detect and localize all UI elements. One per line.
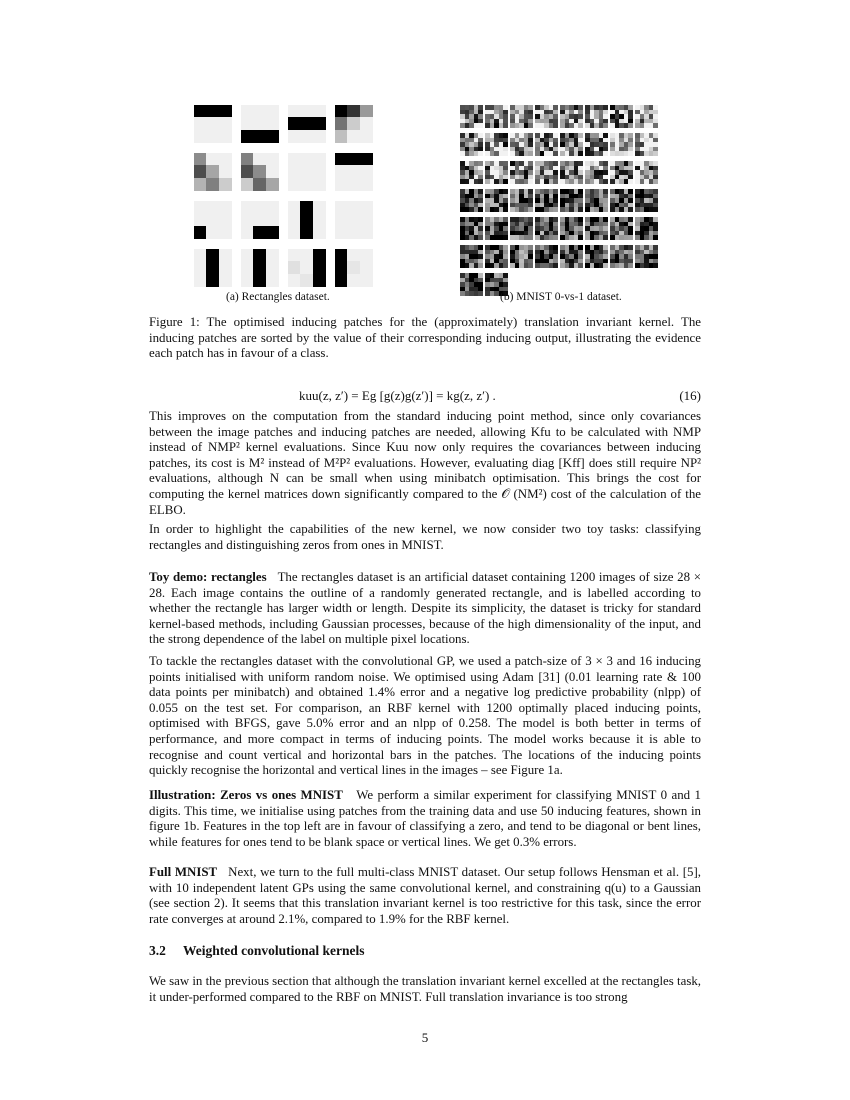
inducing-patch — [610, 133, 633, 156]
inducing-patch — [585, 189, 608, 212]
figure-1 — [150, 100, 700, 310]
inducing-patch — [460, 105, 483, 128]
figure-caption: Figure 1: The optimised inducing patches for the (approximately) translation invariant kernel. The inducing patches are sorted by the value of their corresponding inducing output, illustrating the evidence each patch has in favour of a class. — [149, 315, 701, 361]
inducing-patch — [485, 245, 508, 268]
paragraph-mnist-illustration — [149, 788, 701, 850]
inducing-patch — [560, 245, 583, 268]
inducing-patch — [585, 161, 608, 184]
inducing-patch — [610, 105, 633, 128]
inducing-patch — [560, 105, 583, 128]
runin-heading-toy-demo: Toy demo: rectangles — [149, 570, 267, 584]
inducing-patch — [194, 105, 231, 142]
equation-body: kuu(z, z′) = Eg [g(z)g(z′)] = kg(z, z′) . — [299, 388, 496, 403]
inducing-patch — [460, 245, 483, 268]
inducing-patch — [288, 105, 325, 142]
paragraph-full-mnist-body: Next, we turn to the full multi-class MNIST dataset. Our setup follows Hensman et al. [5], with 10 independent latent GPs using the same convolutional kernel, and constraining q(u) to a Gaussian (see section 2). It seems that this translation invariant kernel is too restrictive for this task, since the error rate converges at around 2.1%, compared to 1.9% for the RBF kernel. — [149, 865, 701, 926]
section-heading — [149, 943, 365, 959]
inducing-patch — [510, 161, 533, 184]
section-title: Weighted convolutional kernels — [183, 943, 365, 958]
runin-heading-full-mnist: Full MNIST — [149, 865, 218, 879]
inducing-patch — [610, 245, 633, 268]
equation-16 — [149, 388, 701, 406]
inducing-patch — [485, 217, 508, 240]
inducing-patch — [510, 105, 533, 128]
inducing-patch — [460, 189, 483, 212]
inducing-patch — [485, 161, 508, 184]
inducing-patch — [560, 133, 583, 156]
inducing-patch — [288, 249, 325, 286]
paragraph-toy-tasks: In order to highlight the capabilities of the new kernel, we now consider two toy tasks: classifying rectangles and distinguishing zeros from ones in MNIST. — [149, 522, 701, 552]
inducing-patch — [635, 217, 658, 240]
subcaption-a: (a) Rectangles dataset. — [226, 291, 330, 303]
inducing-patch — [460, 273, 483, 296]
rectangles-inducing-patches — [194, 105, 374, 285]
inducing-patch — [194, 153, 231, 190]
inducing-patch — [635, 105, 658, 128]
inducing-patch — [585, 133, 608, 156]
inducing-patch — [288, 153, 325, 190]
paragraph-full-mnist — [149, 865, 701, 927]
inducing-patch — [510, 133, 533, 156]
page-number: 5 — [421, 1030, 429, 1045]
inducing-patch — [241, 105, 278, 142]
paragraph-toy-demo — [149, 570, 701, 648]
subcaption-b: (b) MNIST 0-vs-1 dataset. — [500, 291, 622, 303]
inducing-patch — [635, 245, 658, 268]
paragraph-rectangles-results: To tackle the rectangles dataset with the convolutional GP, we used a patch-size of 3 × 3 and 16 inducing points initialised with uniform random noise. We optimised using Adam [31] (0.01 learning rate & 100 data points per minibatch) and obtained 1.4% error and a negative log predictive probability (nlpp) of 0.055 on the test set. For comparison, an RBF kernel with 1200 optimally placed inducing points, optimised with BFGS, gave 5.0% error and an nlpp of 0.258. The model is both better in terms of performance, and more compact in terms of inducing points. The model works because it is able to recognise and count vertical and horizontal bars in the patches. The locations of the inducing points quickly recognise the horizontal and vertical lines in the images – see Figure 1a. — [149, 654, 701, 778]
inducing-patch — [610, 161, 633, 184]
equation-number: (16) — [679, 388, 701, 403]
runin-heading-zeros-ones: Illustration: Zeros vs ones MNIST — [149, 788, 343, 802]
inducing-patch — [635, 133, 658, 156]
inducing-patch — [535, 189, 558, 212]
inducing-patch — [560, 217, 583, 240]
paragraph-toy-demo-body: The rectangles dataset is an artificial dataset containing 1200 images of size 28 × 28. Each image contains the outline of a randomly generated rectangle, and is labelled according to whether the rectangle has larger width or length. Despite its simplicity, the dataset is tricky for standard kernel-based methods, including Gaussian processes, because of the high dimensionality of the input, and the strong dependence of the label on multiple pixel locations. — [149, 570, 701, 647]
paragraph-zeros-ones-body: We perform a similar experiment for classifying MNIST 0 and 1 digits. This time, we initialise using patches from the training data and use 50 inducing features, shown in figure 1b. Features in the top left are in favour of classifying a zero, and tend to be diagonal or bent lines, while features for ones tend to be blank space or vertical lines. We get 0.3% errors. — [149, 788, 701, 849]
inducing-patch — [610, 217, 633, 240]
inducing-patch — [560, 161, 583, 184]
inducing-patch — [535, 217, 558, 240]
inducing-patch — [510, 189, 533, 212]
mnist-inducing-patches — [460, 105, 656, 285]
inducing-patch — [585, 217, 608, 240]
paragraph-cost: This improves on the computation from the standard inducing point method, since only covariances between the image patches and inducing patches are needed, allowing Kfu to be calculated with NMP instead of NMP² kernel evaluations. Since Kuu now only requires the covariances between inducing patches, its cost is M² instead of M²P² evaluations. However, evaluating diag [Kff] does still require NP² evaluations, although N can be small when using minibatch optimisation. This brings the cost for computing the kernel matrices down significantly compared to the 𝒪 (NM²) cost of the calculation of the ELBO. — [149, 409, 701, 517]
section-number: 3.2 — [149, 943, 166, 958]
inducing-patch — [485, 133, 508, 156]
inducing-patch — [241, 249, 278, 286]
inducing-patch — [585, 105, 608, 128]
inducing-patch — [535, 105, 558, 128]
inducing-patch — [288, 201, 325, 238]
inducing-patch — [535, 133, 558, 156]
inducing-patch — [485, 105, 508, 128]
inducing-patch — [335, 153, 372, 190]
inducing-patch — [194, 201, 231, 238]
inducing-patch — [335, 249, 372, 286]
inducing-patch — [635, 161, 658, 184]
paragraph-weighted-intro: We saw in the previous section that although the translation invariant kernel excelled at the rectangles task, it under-performed compared to the RBF on MNIST. Full translation invariance is too strong — [149, 974, 701, 1004]
inducing-patch — [510, 245, 533, 268]
inducing-patch — [335, 105, 372, 142]
inducing-patch — [510, 217, 533, 240]
inducing-patch — [460, 217, 483, 240]
inducing-patch — [535, 161, 558, 184]
inducing-patch — [535, 245, 558, 268]
inducing-patch — [485, 189, 508, 212]
inducing-patch — [635, 189, 658, 212]
inducing-patch — [335, 201, 372, 238]
inducing-patch — [241, 153, 278, 190]
inducing-patch — [241, 201, 278, 238]
inducing-patch — [194, 249, 231, 286]
inducing-patch — [460, 133, 483, 156]
inducing-patch — [560, 189, 583, 212]
inducing-patch — [585, 245, 608, 268]
inducing-patch — [460, 161, 483, 184]
inducing-patch — [610, 189, 633, 212]
